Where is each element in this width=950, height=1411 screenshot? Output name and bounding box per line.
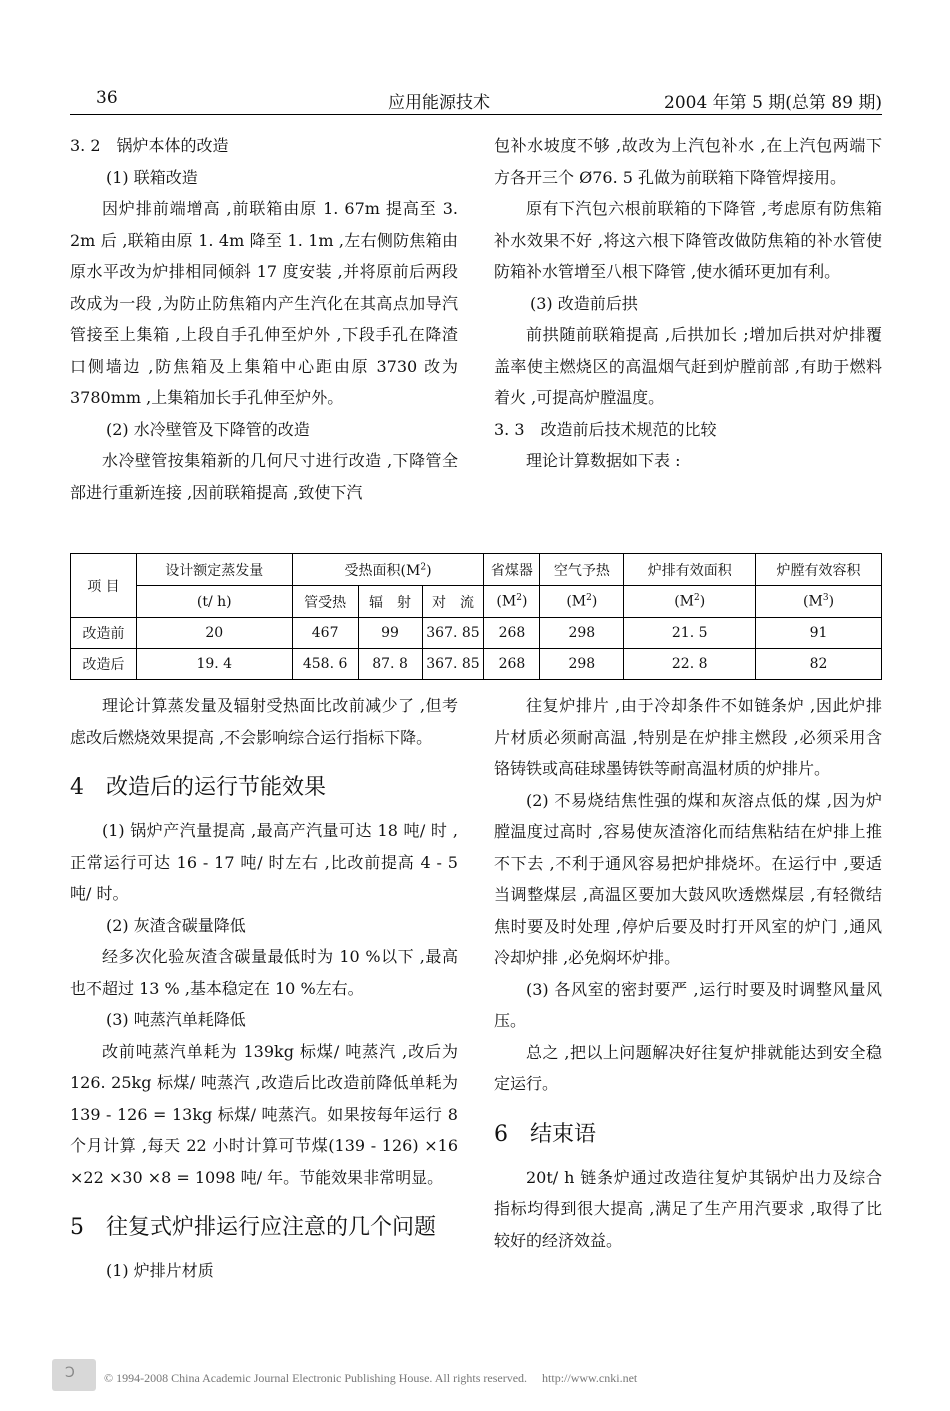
row-label: 改造前 [71,618,137,649]
issue-label: 2004 年第 5 期(总第 89 期) [664,93,882,113]
item1-title: (1) 联箱改造 [106,167,198,187]
heading-3-2: 3. 2 锅炉本体的改造 [70,136,229,155]
header-heat: 受热面积$(M^2)$ [292,554,484,586]
row-label: 改造后 [71,649,137,680]
s5-item2: (2) 不易烧结焦性强的煤和灰溶点低的煤 ,因为炉膛温度过高时 ,容易使灰渣溶化而结焦粘结在炉排上推不下去 ,不利于通风容易把炉排烧坏。在运行中 ,要适当调整煤层 ,高温区要加大鼓风吹透燃煤层 ,有轻微结焦时要及时处理 ,停炉后要及时打开风室的炉门 ,通风冷却炉排 ,必免焖坏炉排。 [494,790,882,967]
item2-text: 水冷壁管按集箱新的几何尺寸进行改造 ,下降管全部进行重新连接 ,因前联箱提高 ,致使下汽 [70,451,458,502]
header-econ: 省煤器 [484,554,540,586]
cell-grate: 22. 8 [624,649,756,680]
copyright-footer: © 1994-2008 China Academic Journal Electronic Publishing House. All rights reserved. http://www.cnki.net [104,1371,638,1385]
cell-econ: 268 [484,649,540,680]
s5-summary: 总之 ,把以上问题解决好往复炉排就能达到安全稳定运行。 [494,1042,882,1093]
table-intro: 理论计算数据如下表 : [526,451,681,470]
section-6-heading: 6 结束语 [494,1121,597,1147]
unit-econ: $(M^2)$ [484,586,540,618]
para-after-table: 理论计算蒸发量及辐射受热面比改前减少了 ,但考虑改后燃烧效果提高 ,不会影响综合运行指标下降。 [70,696,458,747]
header-air: 空气予热 [540,554,624,586]
s4-item2-title: (2) 灰渣含碳量降低 [106,915,246,935]
journal-title: 应用能源技术 [388,93,490,113]
sub-rad: 辐 射 [358,586,422,618]
cell-air: 298 [540,618,624,649]
cell-conv: 367. 85 [422,649,484,680]
table-row [71,618,882,649]
cell-tube: 458. 6 [292,649,358,680]
cell-furnace: 82 [756,649,882,680]
cell-rad: 99 [358,618,422,649]
conclusion: 20t/ h 链条炉通过改造往复炉其锅炉出力及综合指标均得到很大提高 ,满足了生产用汽要求 ,取得了比较好的经济效益。 [494,1167,882,1250]
header-rule [70,114,882,115]
cell-conv: 367. 85 [422,618,484,649]
right-column-bottom [494,690,882,1256]
section-4-heading: 4 改造后的运行节能效果 [70,775,327,800]
item3-text: 前拱随前联箱提高 ,后拱加长 ;增加后拱对炉排覆盖率使主燃烧区的高温烟气赶到炉膛前部 ,有助于燃料着火 ,可提高炉膛温度。 [494,325,882,407]
spec-comparison-table [70,553,882,680]
header-design: 设计额定蒸发量 [136,554,292,586]
cnki-logo-icon: Ɔ [52,1359,96,1391]
section-5-heading: 5 往复式炉排运行应注意的几个问题 [70,1215,437,1240]
left-column-bottom [70,690,458,1287]
unit-grate: $(M^2)$ [624,586,756,618]
sub-conv: 对 流 [422,586,484,618]
cell-econ: 268 [484,618,540,649]
table-subheader-row [71,586,882,618]
item2-title: (2) 水冷壁管及下降管的改造 [106,419,310,439]
s5-item1-title: (1) 炉排片材质 [106,1261,214,1280]
s4-item3-title: (3) 吨蒸汽单耗降低 [106,1010,246,1029]
para-a: 包补水坡度不够 ,故改为上汽包补水 ,在上汽包两端下方各开三个 Ø76. 5 孔做为前联箱下降管焊接用。 [494,136,882,187]
unit-furnace: $(M^3)$ [756,586,882,618]
item3-title: (3) 改造前后拱 [530,293,638,313]
s5-item1-text: 往复炉排片 ,由于冷却条件不如链条炉 ,因此炉排片材质必须耐高温 ,特别是在炉排主燃段 ,必须采用含铬铸铁或高硅球墨铸铁等耐高温材质的炉排片。 [494,696,882,778]
item1-text: 因炉排前端增高 ,前联箱由原 1. 67m 提高至 3. 2m 后 ,联箱由原 1. 4m 降至 1. 1m ,左右侧防焦箱由原水平改为炉排相同倾斜 17 度安装 ,并将原前后两段改成为一段 ,为防止防焦箱内产生汽化在其高点加导汽管接至上集箱 ,上段自手孔伸至炉外 ,下段手孔在降渣口侧墙边 ,防焦箱及上集箱中心距由原 3730 改为 3780mm ,上集箱加长手孔伸至炉外。 [70,199,458,407]
right-column-top [494,130,882,477]
cell-rad: 87. 8 [358,649,422,680]
header-item: 项 目 [71,554,137,618]
left-column-top [70,130,458,508]
s4-item2-text: 经多次化验灰渣含碳量最低时为 10 %以下 ,最高也不超过 13 % ,基本稳定在 10 %左右。 [70,947,458,998]
page-number: 36 [96,88,118,108]
cell-grate: 21. 5 [624,618,756,649]
unit-air: $(M^2)$ [540,586,624,618]
s5-item3: (3) 各风室的密封要严 ,运行时要及时调整风量风压。 [494,979,882,1030]
cell-air: 298 [540,649,624,680]
sub-tube: 管受热 [292,586,358,618]
header-grate: 炉排有效面积 [624,554,756,586]
table-row [71,649,882,680]
header-design-unit: (t/ h) [136,586,292,618]
heading-3-3: 3. 3 改造前后技术规范的比较 [494,419,717,439]
cell-furnace: 91 [756,618,882,649]
header-furnace: 炉膛有效容积 [756,554,882,586]
cell-design: 19. 4 [136,649,292,680]
cell-design: 20 [136,618,292,649]
s4-item1: (1) 锅炉产汽量提高 ,最高产汽量可达 18 吨/ 时 ,正常运行可达 16 - 17 吨/ 时左右 ,比改前提高 4 - 5 吨/ 时。 [70,821,458,903]
para-b: 原有下汽包六根前联箱的下降管 ,考虑原有防焦箱补水效果不好 ,将这六根下降管改做防焦箱的补水管使防箱补水管增至八根下降管 ,使水循环更加有利。 [494,199,882,281]
table-header-row [71,554,882,586]
cell-tube: 467 [292,618,358,649]
s4-item3-text: 改前吨蒸汽单耗为 139kg 标煤/ 吨蒸汽 ,改后为 126. 25kg 标煤/ 吨蒸汽 ,改造后比改造前降低单耗为 139 - 126 = 13kg 标煤/ 吨蒸汽。如果按每年运行 8 个月计算 ,每天 22 小时计算可节煤(139 - 126) ×16 ×22 ×30 ×8 = 1098 吨/ 年。节能效果非常明显。 [70,1041,458,1187]
